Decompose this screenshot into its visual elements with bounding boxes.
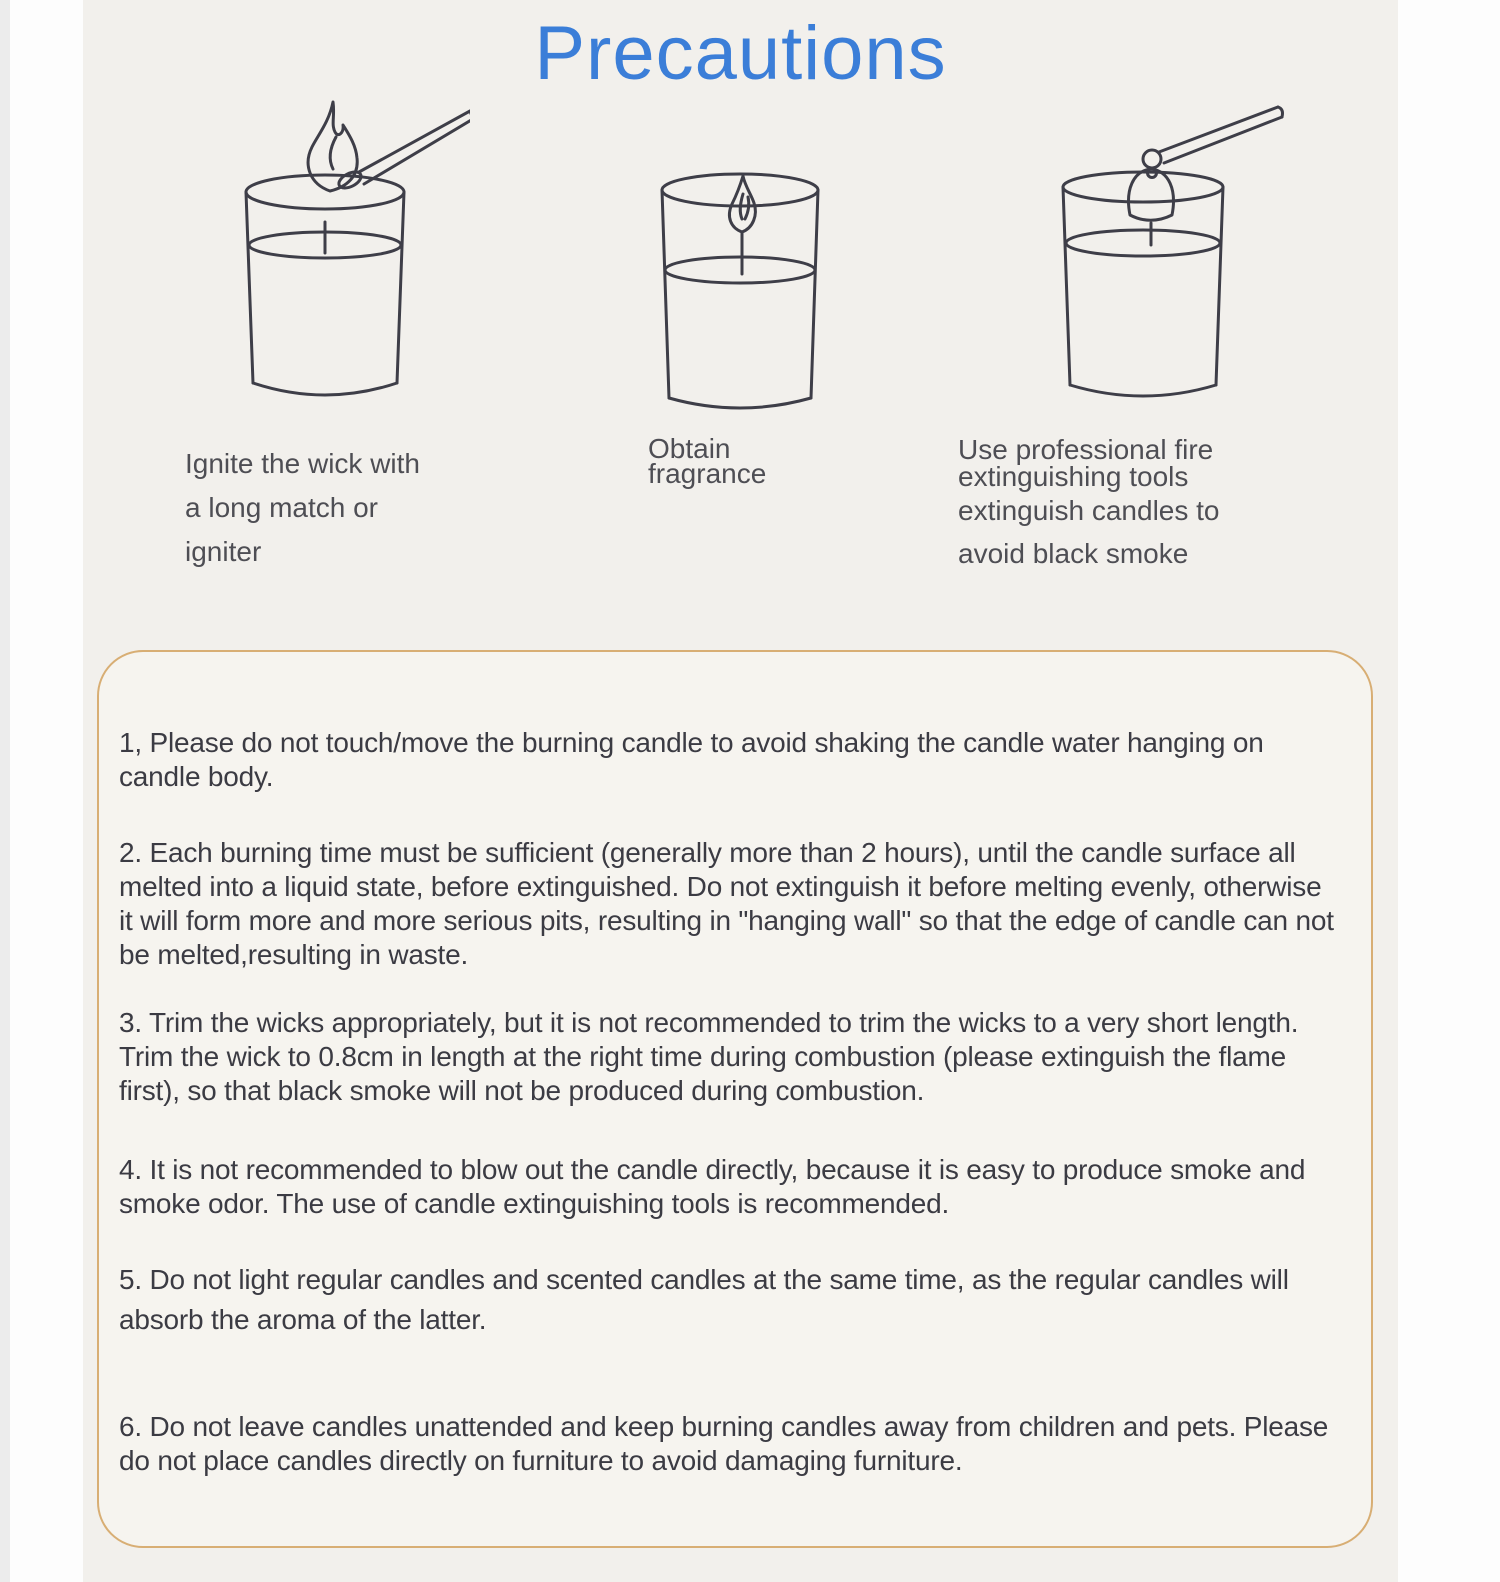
precautions-sheet — [83, 0, 1398, 1582]
caption-line: Ignite the wick with — [185, 448, 420, 479]
caption-line: igniter — [185, 536, 262, 567]
caption-line: extinguishing tools — [958, 461, 1189, 492]
caption-line: a long match or — [185, 492, 378, 523]
step-caption-extinguish — [958, 436, 1220, 567]
page-title: Precautions — [534, 11, 947, 96]
caption-line: avoid black smoke — [958, 538, 1189, 569]
burning-candle-icon — [595, 152, 885, 422]
step-caption-ignite — [185, 442, 420, 574]
precaution-item-2: 2. Each burning time must be sufficient (generally more than 2 hours), until the candle surface all melted into a liquid state, before extinguished. Do not extinguish it before melting evenly, otherwise it will form more and more serious pits, resulting in "hanging wall" so that the edge of candle can not be melted,resulting in waste. — [119, 837, 1334, 970]
precautions-box — [97, 650, 1373, 1548]
caption-line: extinguish candles to — [958, 495, 1220, 526]
candle-snuffer-icon — [1030, 95, 1350, 415]
precaution-item-6: 6. Do not leave candles unattended and keep burning candles away from children and pets. Please do not place candles directly on furniture to avoid damaging furniture. — [119, 1411, 1329, 1476]
caption-line: Obtain — [648, 433, 731, 464]
precaution-item-4: 4. It is not recommended to blow out the candle directly, because it is easy to produce smoke and smoke odor. The use of candle extinguishing tools is recommended. — [119, 1154, 1306, 1219]
caption-line: Use professional fire — [958, 434, 1214, 465]
long-match-lighting-candle-icon — [180, 85, 470, 415]
left-edge-strip — [0, 0, 10, 1582]
caption-line: fragrance — [648, 458, 767, 489]
precaution-item-1: 1, Please do not touch/move the burning candle to avoid shaking the candle water hanging on candle body. — [119, 727, 1264, 792]
step-caption-fragrance — [648, 433, 767, 489]
precaution-item-5: 5. Do not light regular candles and scented candles at the same time, as the regular candles will absorb the aroma of the latter. — [119, 1264, 1289, 1335]
precaution-item-3: 3. Trim the wicks appropriately, but it is not recommended to trim the wicks to a very short length. Trim the wick to 0.8cm in length at the right time during combustion (please extinguish the flame first), so that black smoke will not be produced during combustion. — [119, 1007, 1299, 1106]
